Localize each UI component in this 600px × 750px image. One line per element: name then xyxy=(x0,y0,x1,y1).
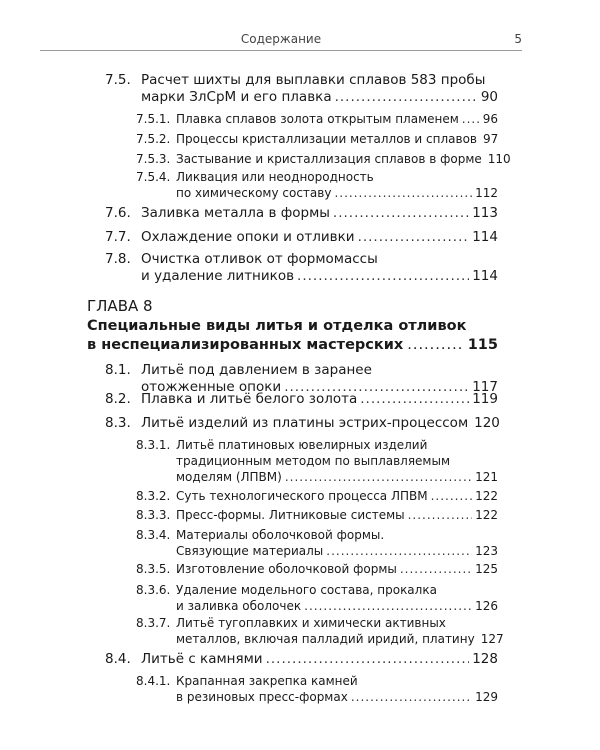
entry-title-line: Крапанная закрепка камней xyxy=(176,674,358,688)
entry-title-line: Плавка сплавов золота открытым пламенем xyxy=(176,112,459,126)
dot-leader xyxy=(333,205,469,222)
dot-leader xyxy=(360,391,469,408)
entry-title-line: Удаление модельного состава, прокалка xyxy=(176,583,437,597)
entry-page: 128 xyxy=(472,651,498,667)
entry-page: 114 xyxy=(472,268,498,284)
dot-leader xyxy=(334,185,472,201)
entry-page: 119 xyxy=(472,391,498,407)
dot-leader xyxy=(266,651,470,668)
dot-leader xyxy=(431,488,472,504)
entry-number: 7.7. xyxy=(105,229,131,245)
entry-number: 7.5.2. xyxy=(136,132,171,146)
entry-number: 8.3.5. xyxy=(136,562,171,576)
entry-page: 97 xyxy=(483,132,499,146)
entry-number: 8.3.3. xyxy=(136,508,171,522)
entry-title-line: марки ЗлСрМ и его плавка xyxy=(141,89,332,105)
chapter-label: ГЛАВА 8 xyxy=(87,297,153,315)
entry-title-line: Расчет шихты для выплавки сплавов 583 пробы xyxy=(141,72,486,88)
entry-page: 127 xyxy=(480,632,504,646)
entry-title-line: Литьё тугоплавких и химически активных xyxy=(176,616,446,630)
chapter-page: 115 xyxy=(467,337,498,353)
entry-page: 125 xyxy=(475,562,498,576)
dot-leader xyxy=(358,229,470,246)
chapter-title-line: Специальные виды литья и отделка отливок xyxy=(87,318,467,334)
entry-title-line: Очистка отливок от формомассы xyxy=(141,251,378,267)
entry-title-line: Литьё под давлением в заранее xyxy=(141,362,372,378)
entry-title-line: традиционным методом по выплавляемым xyxy=(176,454,451,468)
entry-number: 8.2. xyxy=(105,391,131,407)
entry-title-line: и заливка оболочек xyxy=(176,599,302,613)
entry-number: 8.1. xyxy=(105,362,131,378)
entry-page: 96 xyxy=(482,112,498,126)
entry-number: 8.3.6. xyxy=(136,583,171,597)
entry-page: 123 xyxy=(475,544,498,558)
entry-page: 113 xyxy=(472,205,498,221)
entry-title-line: Материалы оболочковой формы. xyxy=(176,528,385,542)
entry-title-line: Литьё платиновых ювелирных изделий xyxy=(176,438,428,452)
entry-number: 7.5.1. xyxy=(136,112,171,126)
entry-title-line: Суть технологического процесса ЛПВМ xyxy=(176,489,428,503)
entry-title-line: Заливка металла в формы xyxy=(141,205,330,221)
entry-number: 7.5.3. xyxy=(136,152,171,166)
entry-title-line: Застывание и кристаллизация сплавов в форме xyxy=(176,152,482,166)
dot-leader xyxy=(326,543,472,559)
entry-title-line: Ликвация или неоднородность xyxy=(176,170,374,184)
entry-page: 114 xyxy=(472,229,498,245)
header-page-number: 5 xyxy=(514,32,522,46)
entry-number: 8.3.1. xyxy=(136,438,171,452)
running-header xyxy=(40,28,522,51)
entry-number: 8.3.7. xyxy=(136,616,171,630)
entry-number: 7.5. xyxy=(105,72,131,88)
entry-title-line: по химическому составу xyxy=(176,186,332,200)
entry-page: 117 xyxy=(472,379,498,395)
entry-page: 120 xyxy=(474,415,500,431)
entry-number: 8.3. xyxy=(105,415,131,431)
dot-leader xyxy=(408,507,472,523)
entry-number: 7.5.4. xyxy=(136,170,171,184)
entry-title-line: Литьё изделий из платины эстрих-процессом xyxy=(141,415,469,431)
entry-title-line: Охлаждение опоки и отливки xyxy=(141,229,355,245)
entry-page: 122 xyxy=(475,508,498,522)
entry-title-line: Плавка и литьё белого золота xyxy=(141,391,358,407)
entry-page: 110 xyxy=(487,152,511,166)
entry-page: 129 xyxy=(475,690,498,704)
entry-page: 126 xyxy=(475,599,498,613)
entry-title-line: металлов, включая палладий иридий, платину xyxy=(176,632,475,646)
entry-title-line: Пресс-формы. Литниковые системы xyxy=(176,508,405,522)
entry-number: 7.6. xyxy=(105,205,131,221)
entry-title-line: Изготовление оболочковой формы xyxy=(176,562,397,576)
entry-title-line: моделям (ЛПВМ) xyxy=(176,470,282,484)
dot-leader xyxy=(407,336,463,355)
entry-title-line: в резиновых пресс-формах xyxy=(176,690,348,704)
entry-number: 7.8. xyxy=(105,251,131,267)
dot-leader xyxy=(351,689,472,705)
dot-leader xyxy=(335,89,478,106)
dot-leader xyxy=(304,598,472,614)
entry-page: 121 xyxy=(475,470,498,484)
entry-title-line: и удаление литников xyxy=(141,268,295,284)
entry-page: 112 xyxy=(475,186,498,200)
header-title: Содержание xyxy=(240,32,322,46)
entry-title-line: Литьё с камнями xyxy=(141,651,263,667)
chapter-title-line: в неспециализированных мастерских xyxy=(87,337,404,353)
entry-number: 8.4.1. xyxy=(136,674,171,688)
entry-number: 8.3.4. xyxy=(136,528,171,542)
entry-page: 90 xyxy=(480,89,498,105)
entry-title-line: Связующие материалы xyxy=(176,544,324,558)
dot-leader xyxy=(400,561,472,577)
dot-leader xyxy=(462,111,480,127)
entry-number: 8.4. xyxy=(105,651,131,667)
dot-leader xyxy=(285,469,472,485)
entry-page: 122 xyxy=(475,489,498,503)
entry-title-line: отожженные опоки xyxy=(141,379,282,395)
entry-title-line: Процессы кристаллизации металлов и сплавов xyxy=(176,132,477,146)
entry-number: 8.3.2. xyxy=(136,489,171,503)
dot-leader xyxy=(297,268,469,285)
